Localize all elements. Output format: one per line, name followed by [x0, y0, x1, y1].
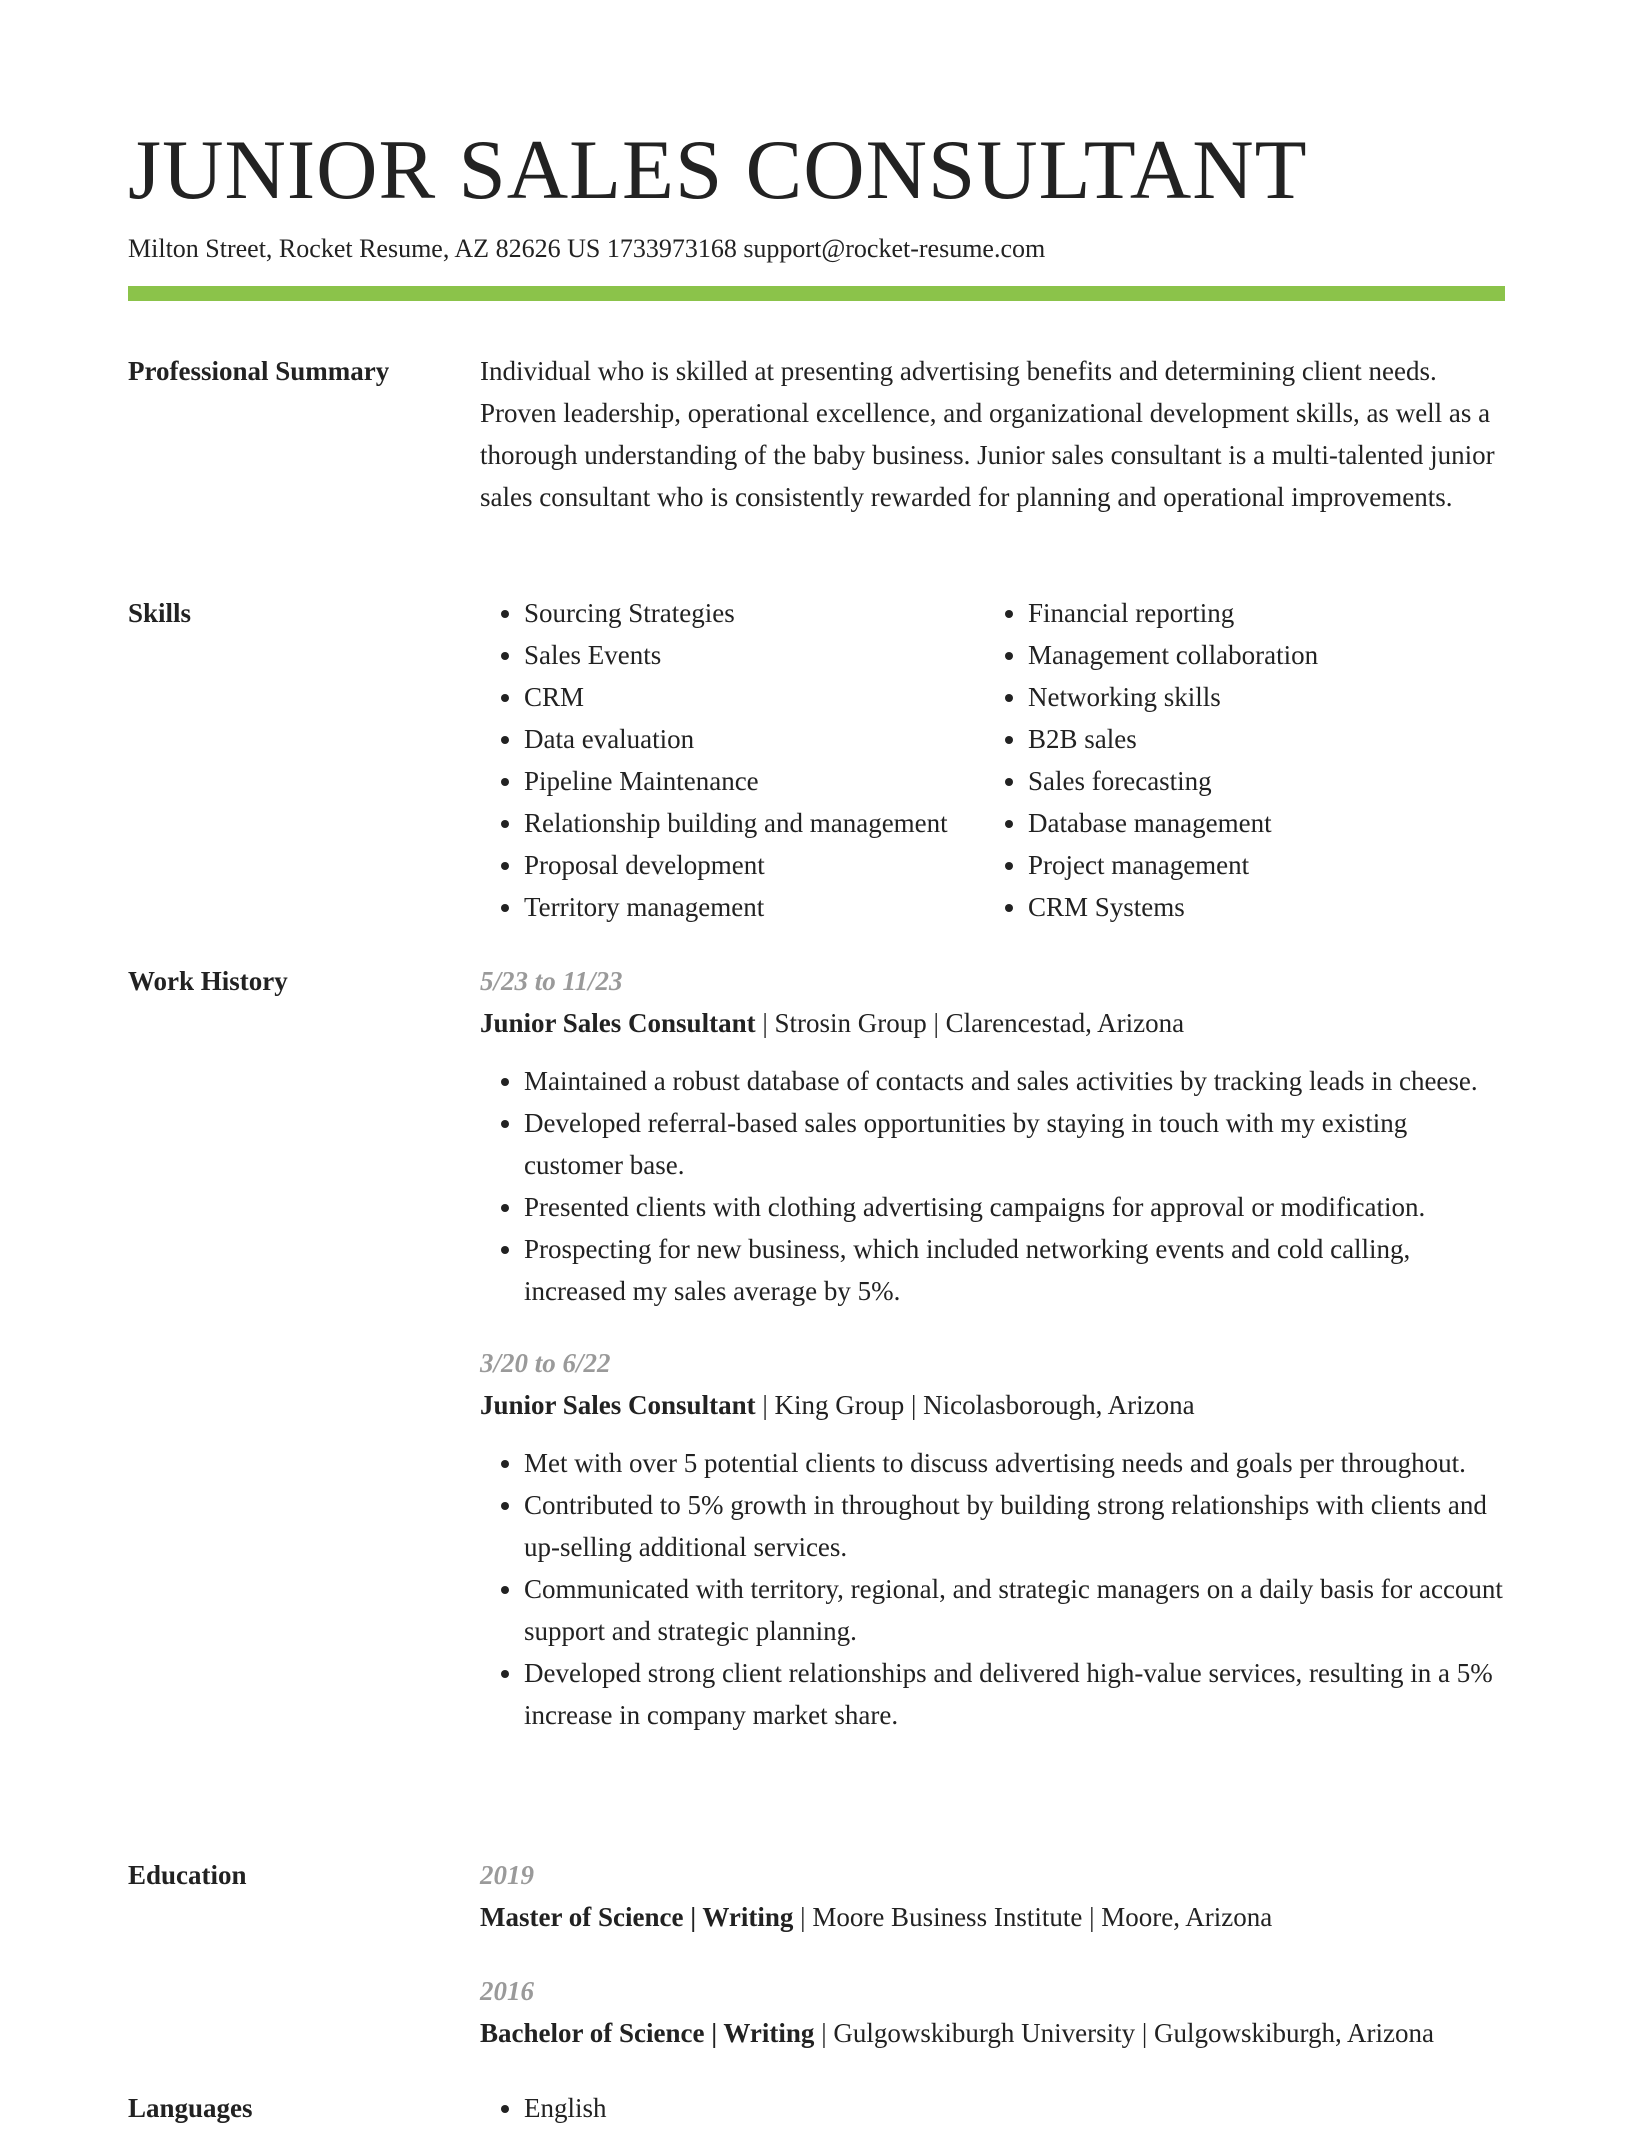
- education-year: 2019: [480, 1860, 534, 1890]
- education-school: Gulgowskiburgh University: [833, 2018, 1136, 2048]
- job-bullet: • Prospecting for new business, which included networking events and cold calling, increased my sales average by 5%.: [524, 1228, 1505, 1312]
- skills-list-right: [984, 592, 1484, 928]
- job-company: Strosin Group: [774, 1008, 927, 1038]
- summary-title: Professional Summary: [128, 356, 390, 386]
- job-bullet: • Developed referral-based sales opportunities by staying in touch with my existing customer base.: [524, 1102, 1505, 1186]
- skill-item: • Territory management: [524, 886, 984, 928]
- skill-item: • Sales Events: [524, 634, 984, 676]
- contact-phone: 1733973168: [606, 234, 737, 263]
- job-bullets: [480, 1442, 1505, 1736]
- education-degree: Master of Science: [480, 1902, 684, 1932]
- skill-item: • CRM: [524, 676, 984, 718]
- skill-item: • CRM Systems: [1028, 886, 1484, 928]
- job-bullet: • Met with over 5 potential clients to discuss advertising needs and goals per throughout.: [524, 1442, 1505, 1484]
- job-role: Junior Sales Consultant: [480, 1008, 756, 1038]
- job-company: King Group: [774, 1390, 905, 1420]
- job-bullet: • Presented clients with clothing advertising campaigns for approval or modification.: [524, 1186, 1505, 1228]
- skill-item: • Project management: [1028, 844, 1484, 886]
- skill-item: • Financial reporting: [1028, 592, 1484, 634]
- education-title: Education: [128, 1860, 247, 1890]
- skill-item: • Pipeline Maintenance: [524, 760, 984, 802]
- language-item: • English: [524, 2087, 1505, 2129]
- summary-text: Individual who is skilled at presenting advertising benefits and determining client needs. Proven leadership, operational excellence, and organizational development skills, as well as a thorough understanding of the baby business. Junior sales consultant is a multi-talented junior sales consultant who is consistently rewarded for planning and operational improvements.: [480, 356, 1495, 512]
- education-entry: [480, 1854, 1505, 1938]
- education-location: Moore, Arizona: [1101, 1902, 1273, 1932]
- languages-list: [480, 2087, 1505, 2129]
- education-school: Moore Business Institute: [812, 1902, 1083, 1932]
- skill-item: • Management collaboration: [1028, 634, 1484, 676]
- skill-item: • Proposal development: [524, 844, 984, 886]
- job-location: Clarencestad, Arizona: [945, 1008, 1185, 1038]
- job-title-line: [480, 1002, 1505, 1044]
- education-year: 2016: [480, 1976, 534, 2006]
- education-location: Gulgowskiburgh, Arizona: [1154, 2018, 1434, 2048]
- job-dates: 5/23 to 11/23: [480, 966, 623, 996]
- skill-item: • Sales forecasting: [1028, 760, 1484, 802]
- skill-item: • B2B sales: [1028, 718, 1484, 760]
- work-title: Work History: [128, 966, 288, 996]
- candidate-name: JUNIOR SALES CONSULTANT: [128, 123, 1308, 217]
- education-entry: [480, 1970, 1505, 2054]
- education-line: [480, 1896, 1505, 1938]
- skill-item: • Database management: [1028, 802, 1484, 844]
- header-divider: [128, 286, 1505, 301]
- contact-address: Milton Street, Rocket Resume, AZ 82626 US: [128, 234, 601, 263]
- skill-item: • Networking skills: [1028, 676, 1484, 718]
- skills-title: Skills: [128, 598, 192, 628]
- skills-list-left: [480, 592, 984, 928]
- job-entry: [480, 1342, 1505, 1736]
- education-degree: Bachelor of Science: [480, 2018, 705, 2048]
- job-entry: [480, 960, 1505, 1312]
- job-title-line: [480, 1384, 1505, 1426]
- skill-item: • Sourcing Strategies: [524, 592, 984, 634]
- education-line: [480, 2012, 1505, 2054]
- education-field: Writing: [723, 2018, 815, 2048]
- job-bullet: • Communicated with territory, regional, and strategic managers on a daily basis for account support and strategic planning.: [524, 1568, 1505, 1652]
- job-dates: 3/20 to 6/22: [480, 1348, 611, 1378]
- job-role: Junior Sales Consultant: [480, 1390, 756, 1420]
- job-bullet: • Developed strong client relationships and delivered high-value services, resulting in a 5% increase in company market share.: [524, 1652, 1505, 1736]
- skill-item: • Relationship building and management: [524, 802, 984, 844]
- contact-email: support@rocket-resume.com: [743, 234, 1046, 263]
- education-field: Writing: [702, 1902, 794, 1932]
- job-location: Nicolasborough, Arizona: [923, 1390, 1195, 1420]
- job-bullet: • Maintained a robust database of contacts and sales activities by tracking leads in cheese.: [524, 1060, 1505, 1102]
- job-bullet: • Contributed to 5% growth in throughout by building strong relationships with clients and up-selling additional services.: [524, 1484, 1505, 1568]
- languages-title: Languages: [128, 2093, 253, 2123]
- contact-line: [128, 231, 1045, 267]
- skill-item: • Data evaluation: [524, 718, 984, 760]
- job-bullets: [480, 1060, 1505, 1312]
